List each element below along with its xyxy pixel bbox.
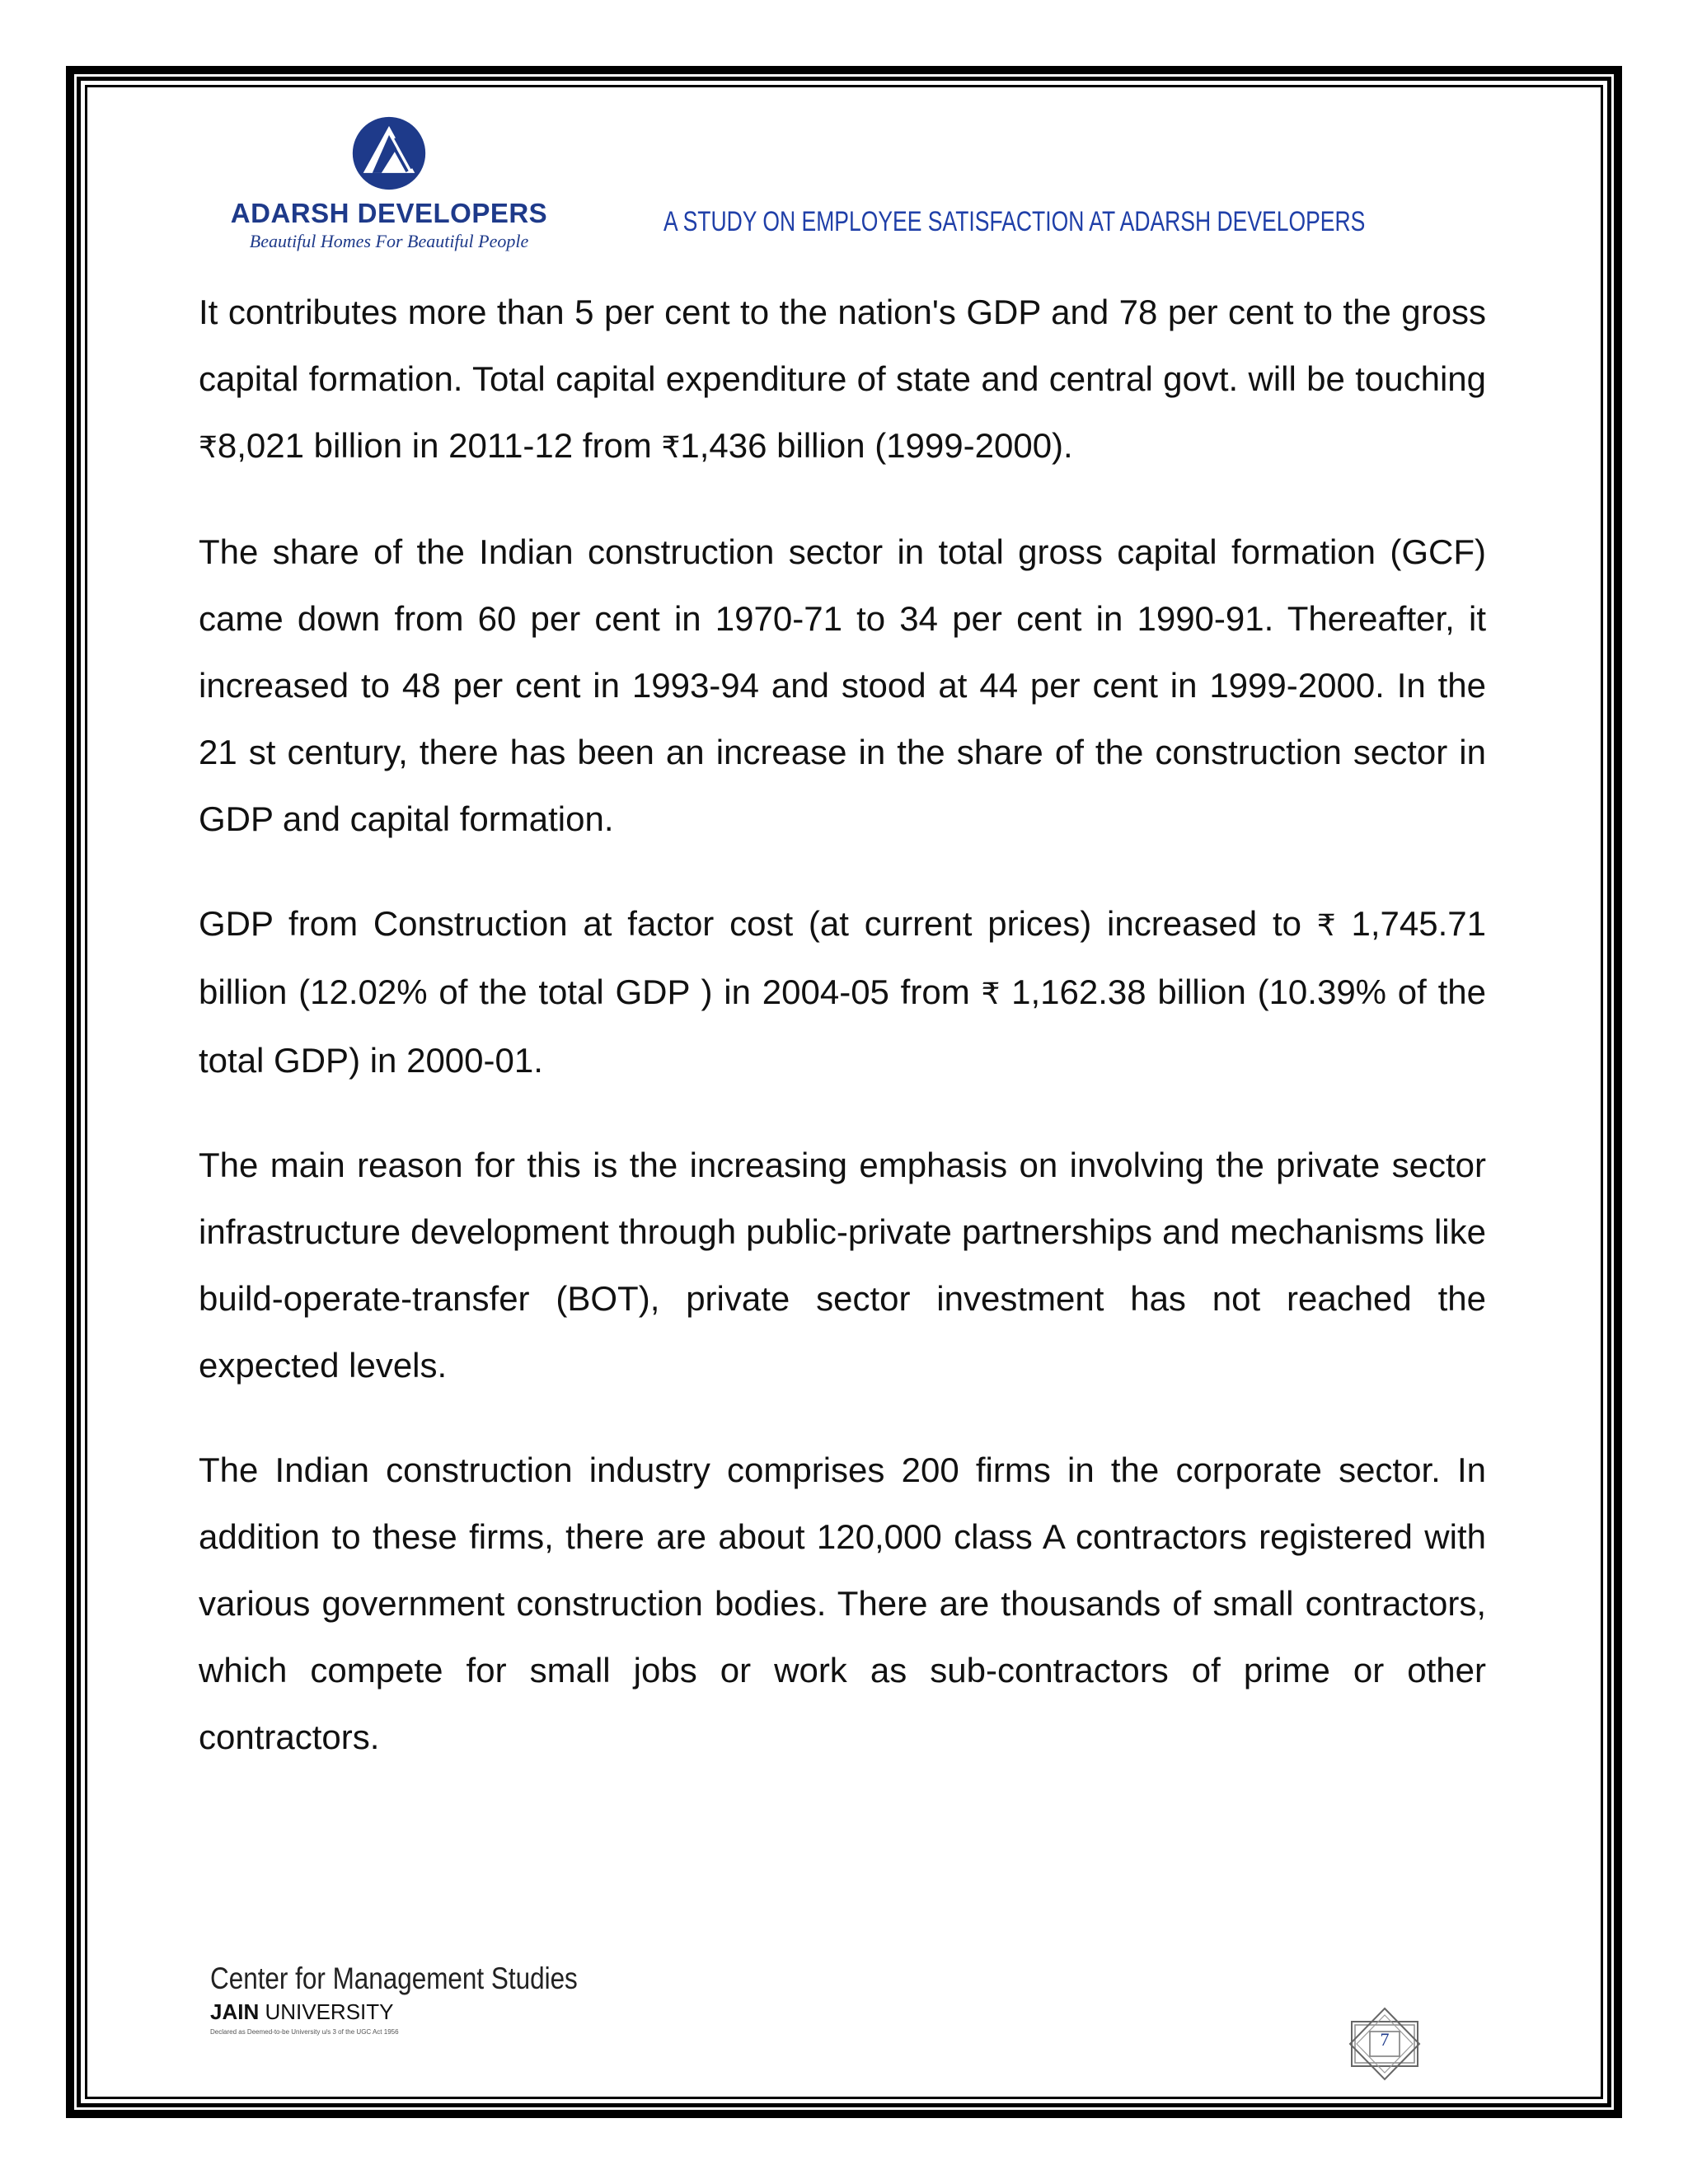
paragraph-text: It contributes more than 5 per cent to the nation's GDP and 78 per cent to the gross capital formation. Total capital expenditure of state and central govt. will be touching (199, 293, 1486, 398)
paragraph-gdp-construction (199, 890, 1486, 1094)
rupee-symbol: ₹ (1316, 908, 1336, 942)
paragraph-text: 1,436 billion (1999-2000). (680, 426, 1073, 465)
rupee-symbol: ₹ (661, 430, 681, 464)
paragraph-text: 8,021 billion in 2011-12 from (217, 426, 662, 465)
paragraph-text: 1,745.71 billion (12.02% of the total GDP ) in 2004-05 from (199, 904, 1486, 1011)
company-logo (216, 115, 562, 264)
university-subtitle: Declared as Deemed-to-be University u/s 3 of the UGC Act 1956 (210, 2028, 399, 2036)
study-title: A STUDY ON EMPLOYEE SATISFACTION AT ADARSH DEVELOPERS (663, 206, 1366, 237)
brand-tagline: Beautiful Homes For Beautiful People (249, 231, 529, 251)
rupee-symbol: ₹ (199, 430, 218, 464)
paragraph-text: 1,162.38 billion (10.39% of the total GDP) in 2000-01. (199, 972, 1486, 1080)
paragraph-private-sector: The main reason for this is the increasing emphasis on involving the private sector infrastructure development through public-private partnerships and mechanisms like build-operate-transfer (BOT), private sector investment has not reached the expected levels. (199, 1146, 1486, 1385)
paragraph-gdp-contribution (199, 279, 1486, 480)
paragraph-industry-composition: The Indian construction industry comprises 200 firms in the corporate sector. In addition to these firms, there are about 120,000 class A contractors registered with various government construction bodies. There are thousands of small contractors, which compete for small jobs or work as sub-contractors of prime or other contractors. (199, 1451, 1486, 1756)
document-body (199, 279, 1486, 1808)
center-name: Center for Management Studies (210, 1961, 578, 1995)
adarsh-logo-icon (351, 115, 427, 191)
brand-name: ADARSH DEVELOPERS (230, 198, 548, 228)
paragraph-gcf-share: The share of the Indian construction sector in total gross capital formation (GCF) came down from 60 per cent in 1970-71 to 34 per cent in 1990-91. Thereafter, it increased to 48 per cent in 1993-94 and stood at 44 per cent in 1999-2000. In the 21 st century, there has been an increase in the share of the construction sector in GDP and capital formation. (199, 532, 1486, 838)
university-name-rest: UNIVERSITY (259, 1999, 394, 2024)
paragraph-text: GDP from Construction at factor cost (at current prices) increased to (199, 904, 1317, 943)
university-name-bold: JAIN (210, 1999, 260, 2024)
university-name (210, 1999, 642, 2025)
page-number-badge (1343, 2007, 1426, 2081)
page-number: 7 (1380, 2029, 1390, 2050)
footer-institution (210, 1961, 642, 2036)
rupee-symbol: ₹ (981, 977, 1001, 1010)
